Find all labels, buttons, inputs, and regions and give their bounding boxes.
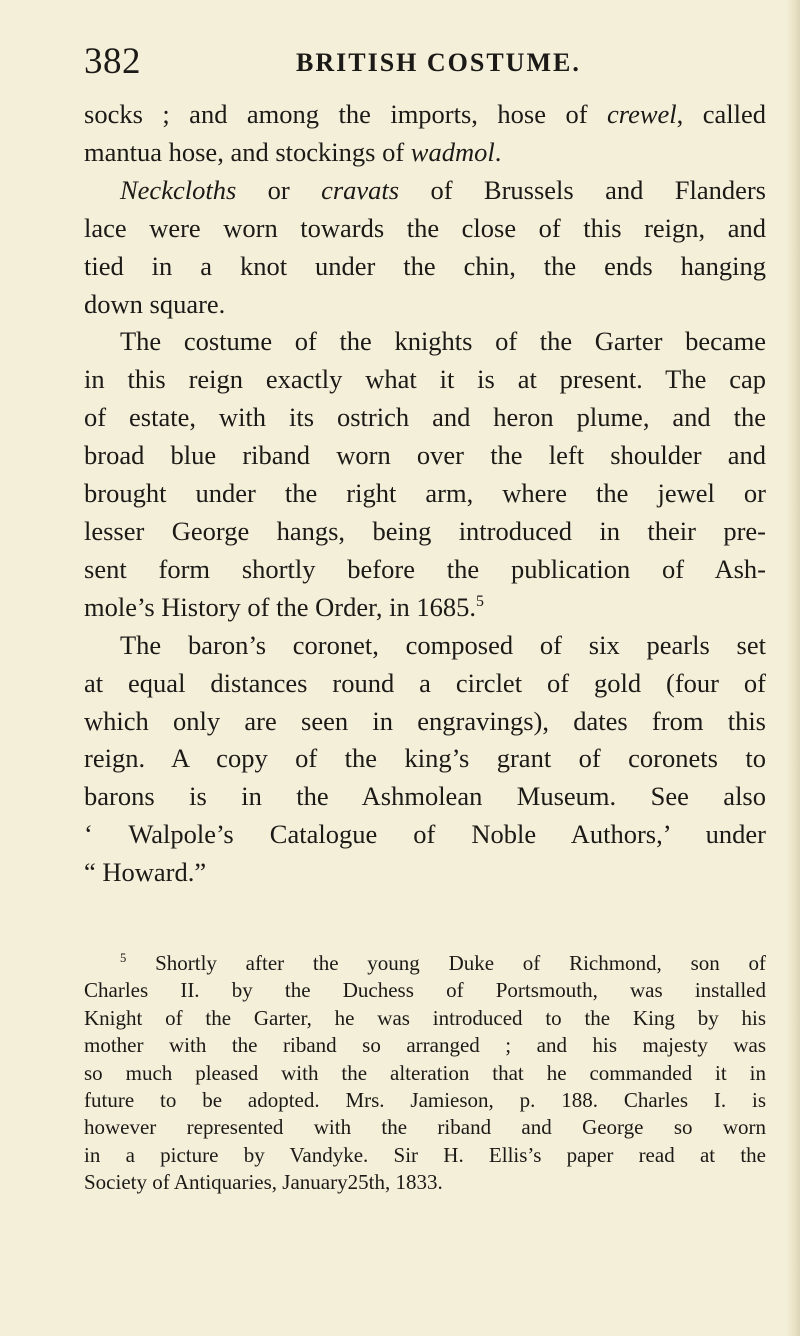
italic-term: crewel (606, 99, 677, 129)
text-line: sent form shortly before the publication of Ash- (84, 553, 766, 584)
text-line: mole’s History of the Order, in 1685.$^5$ (84, 591, 484, 622)
footnote-line: in a picture by Vandyke. Sir H. Ellis’s paper read at the (84, 1142, 766, 1167)
text-line: The costume of the knights of the Garter became (120, 326, 766, 357)
footnote-reference: 5 (475, 592, 484, 610)
italic-term: Neckcloths (120, 174, 237, 205)
italic-term: wadmol (410, 136, 495, 167)
footnote-line: Knight of the Garter, he was introduced to the King by his (84, 1005, 766, 1030)
footnote (84, 950, 766, 1197)
text-line: lace were worn towards the close of this reign, and (84, 212, 766, 243)
text-line: “ Howard.” (84, 857, 207, 888)
footnote-line: Charles II. by the Duchess of Portsmouth, was installed (84, 978, 766, 1003)
text-line: tied in a knot under the chin, the ends hanging (84, 250, 766, 281)
footnote-line: $^5$ Shortly after the young Duke of Richmond, son of (120, 951, 766, 975)
text-line: lesser George hangs, being introduced in their pre- (84, 515, 766, 546)
footnote-line: so much pleased with the alteration that he commanded it in (84, 1060, 766, 1085)
text-line: The baron’s coronet, composed of six pearls set (120, 629, 766, 660)
main-text (84, 96, 766, 892)
footnote-line: mother with the riband so arranged ; and his majesty was (84, 1033, 766, 1058)
italic-term: cravats (321, 174, 400, 205)
running-head: BRITISH COSTUME. (296, 48, 581, 77)
text-line: Neckcloths or cravats of Brussels and Flanders (120, 174, 766, 205)
text-line: which only are seen in engravings), dates from this (84, 705, 766, 736)
footnote-line: however represented with the riband and George so worn (84, 1115, 766, 1140)
page-header (84, 38, 764, 86)
text-line: brought under the right arm, where the jewel or (84, 478, 766, 509)
footnote-line: future to be adopted. Mrs. Jamieson, p. 188. Charles I. is (84, 1088, 766, 1113)
text-line: at equal distances round a circlet of gold (four of (84, 667, 766, 698)
footnote-line: Society of Antiquaries, January25th, 1833. (84, 1170, 443, 1195)
text-line: down square. (84, 288, 226, 319)
text-line: in this reign exactly what it is at present. The cap (84, 364, 766, 395)
text-line: socks ; and among the imports, hose of crewel, called (84, 99, 766, 129)
text-line: reign. A copy of the king’s grant of coronets to (84, 743, 766, 774)
page-number: 382 (84, 41, 141, 82)
text-line: broad blue riband worn over the left shoulder and (84, 440, 766, 471)
text-line: ‘ Walpole’s Catalogue of Noble Authors,’ under (84, 819, 766, 850)
footnote-marker: 5 (120, 951, 127, 965)
text-line: mantua hose, and stockings of wadmol. (84, 136, 502, 167)
page-edge (786, 0, 800, 1336)
text-line: barons is in the Ashmolean Museum. See also (84, 781, 766, 812)
text-line: of estate, with its ostrich and heron plume, and the (84, 402, 766, 433)
